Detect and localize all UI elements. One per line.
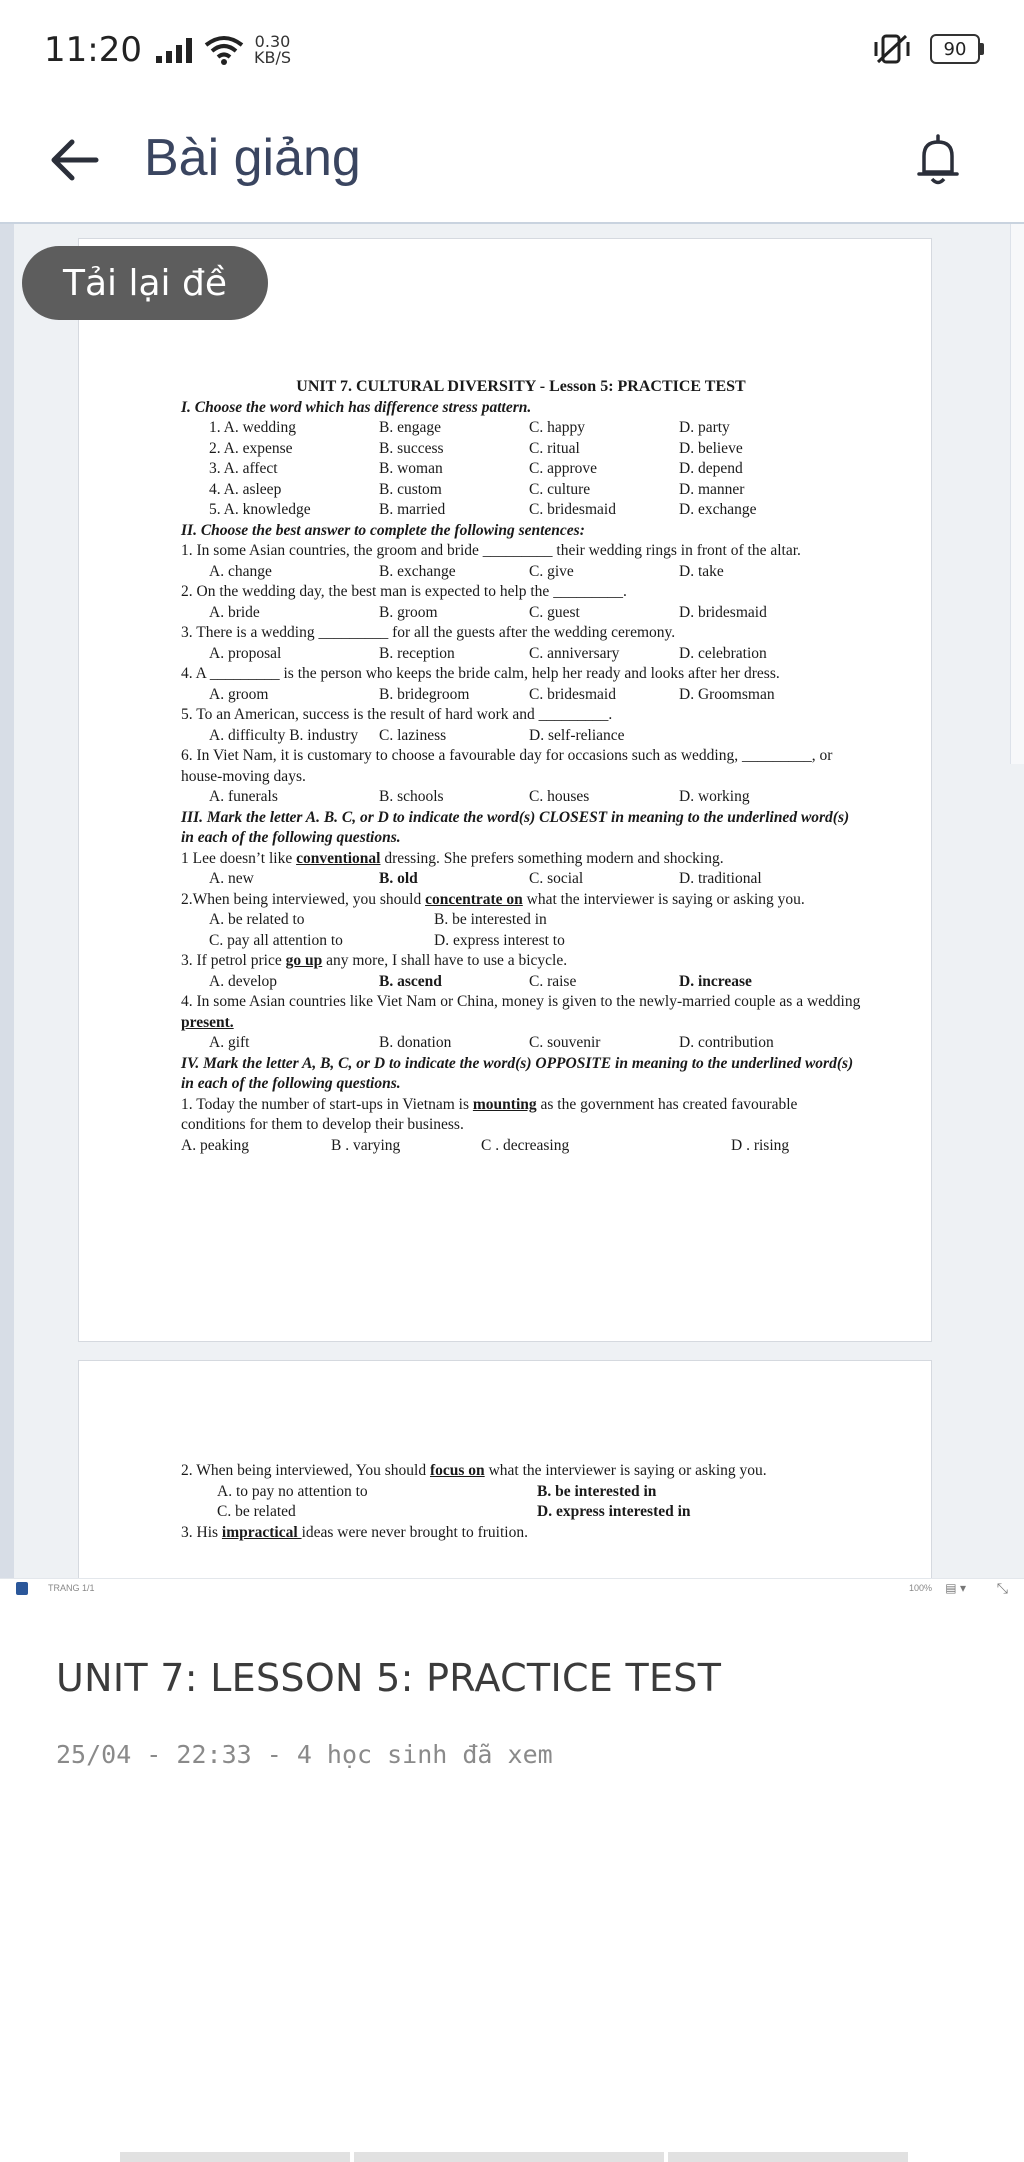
document-viewer[interactable] bbox=[0, 222, 1024, 1578]
section2-question: 4. A _________ is the person who keeps the bride calm, help her ready and looks after her dress. bbox=[181, 665, 780, 682]
option: D. self-reliance bbox=[529, 726, 625, 744]
option: A. groom bbox=[209, 685, 269, 703]
wifi-icon bbox=[204, 35, 244, 65]
viewer-left-bar bbox=[0, 224, 14, 1578]
option: D. believe bbox=[679, 439, 743, 457]
section2-options bbox=[181, 685, 861, 706]
option: D. party bbox=[679, 419, 730, 436]
net-speed-unit: KB/S bbox=[253, 48, 291, 67]
status-bar bbox=[0, 0, 1024, 100]
section2-question: 6. In Viet Nam, it is customary to choose a favourable day for occasions such as wedding, _________, or house-moving days. bbox=[181, 747, 833, 785]
s3-question-4: 4. In some Asian countries like Viet Nam or China, money is given to the newly-married couple as a wedding present. bbox=[181, 993, 861, 1031]
expand-icon[interactable]: ⤡ bbox=[996, 1580, 1008, 1596]
section1-row bbox=[181, 500, 861, 521]
option: C. happy bbox=[529, 419, 585, 436]
document-page-1 bbox=[78, 238, 932, 1342]
section2-questions bbox=[181, 541, 861, 808]
section4-heading: IV. Mark the letter A, B, C, or D to indicate the word(s) OPPOSITE in meaning to the underlined word(s) in each of the following questions. bbox=[181, 1054, 854, 1092]
section2-question: 5. To an American, success is the result of hard work and _________. bbox=[181, 706, 613, 723]
document-page-2 bbox=[78, 1360, 932, 1578]
option: C. give bbox=[529, 562, 574, 580]
option: D. depend bbox=[679, 460, 743, 477]
viewer-toolbar bbox=[0, 1578, 1024, 1598]
option: B. engage bbox=[379, 419, 441, 436]
option: A. bride bbox=[209, 603, 260, 621]
option: B. success bbox=[379, 439, 444, 457]
net-speed-value: 0.30 bbox=[254, 32, 291, 51]
option: B. exchange bbox=[379, 562, 456, 580]
s3-q3-options: A. develop B. ascend C. raise D. increase bbox=[209, 972, 752, 990]
option: A. proposal bbox=[209, 644, 282, 662]
option: D. manner bbox=[679, 480, 745, 498]
section1-row bbox=[181, 480, 861, 501]
battery-level: 90 bbox=[930, 34, 980, 64]
page-indicator: TRANG 1/1 bbox=[48, 1583, 95, 1593]
word-doc-icon bbox=[16, 1582, 28, 1595]
option: D. take bbox=[679, 562, 724, 580]
view-mode-icon[interactable]: ▤ ▾ bbox=[945, 1581, 966, 1595]
option: D. bridesmaid bbox=[679, 603, 767, 621]
p2-q2-options: A. to pay no attention to B. be interested in C. be related D. express interested in bbox=[217, 1482, 691, 1520]
option: C. culture bbox=[529, 480, 591, 498]
option: 1. A. wedding bbox=[209, 419, 296, 436]
p2-question-2: 2. When being interviewed, You should focus on what the interviewer is saying or asking you. bbox=[181, 1462, 767, 1479]
option: 5. A. knowledge bbox=[209, 501, 311, 518]
section2-options bbox=[181, 644, 861, 665]
section3-heading: III. Mark the letter A. B. C, or D to indicate the word(s) CLOSEST in meaning to the underlined word(s) in each of the following questions. bbox=[181, 808, 850, 846]
doc-title: UNIT 7. CULTURAL DIVERSITY - Lesson 5: PRACTICE TEST bbox=[296, 378, 746, 395]
option: D. exchange bbox=[679, 501, 757, 518]
option: C. ritual bbox=[529, 439, 580, 457]
s4-q1-options: A. peaking B . varying C . decreasing D . rising bbox=[181, 1136, 790, 1154]
section2-options bbox=[181, 562, 861, 583]
option: C. bridesmaid bbox=[529, 501, 616, 518]
document-page-2-content bbox=[181, 1461, 861, 1543]
s3-question-2: 2.When being interviewed, you should concentrate on what the interviewer is saying or asking you. bbox=[181, 890, 805, 908]
s4-question-1: 1. Today the number of start-ups in Vietnam is mounting as the government has created favourable conditions for them to develop their business. bbox=[181, 1095, 798, 1133]
section2-heading: II. Choose the best answer to complete the following sentences: bbox=[181, 521, 585, 539]
option: D. celebration bbox=[679, 644, 767, 662]
s3-question-1: 1 Lee doesn’t like conventional dressing. She prefers something modern and shocking. bbox=[181, 849, 724, 867]
option: C. bridesmaid bbox=[529, 685, 616, 703]
status-right bbox=[872, 32, 984, 66]
option: B. custom bbox=[379, 480, 442, 498]
section1-row bbox=[181, 459, 861, 480]
option: B. woman bbox=[379, 460, 443, 477]
option: A. change bbox=[209, 562, 272, 580]
section2-options bbox=[181, 726, 861, 747]
signal-icon bbox=[156, 37, 192, 63]
bell-icon[interactable] bbox=[916, 134, 960, 188]
option: B. schools bbox=[379, 788, 444, 805]
viewer-right-panel-edge bbox=[1010, 224, 1024, 764]
section2-question: 1. In some Asian countries, the groom and bride _________ their wedding rings in front of the altar. bbox=[181, 542, 801, 559]
option: C. laziness bbox=[379, 726, 447, 744]
page-title: Bài giảng bbox=[144, 129, 361, 187]
section1-rows bbox=[181, 418, 861, 521]
option: C. houses bbox=[529, 788, 590, 805]
battery-icon bbox=[930, 34, 984, 64]
option: B. groom bbox=[379, 603, 438, 621]
vibrate-icon bbox=[872, 32, 912, 66]
option bbox=[679, 726, 829, 747]
section2-options bbox=[181, 787, 861, 808]
app-bar bbox=[0, 110, 1024, 210]
bottom-nav-bars bbox=[120, 2152, 910, 2162]
option: B. married bbox=[379, 501, 446, 518]
option: 2. A. expense bbox=[209, 439, 293, 457]
s3-q4-options: A. gift B. donation C. souvenir D. contribution bbox=[209, 1034, 774, 1051]
option: C. guest bbox=[529, 603, 580, 621]
option: D. Groomsman bbox=[679, 685, 775, 703]
option: A. difficulty B. industry bbox=[209, 726, 359, 744]
option: 3. A. affect bbox=[209, 460, 278, 477]
back-arrow-icon[interactable] bbox=[50, 138, 100, 182]
section1-heading: I. Choose the word which has difference stress pattern. bbox=[181, 398, 532, 416]
reload-test-button[interactable]: Tải lại đề bbox=[22, 246, 268, 320]
zoom-level[interactable]: 100% bbox=[908, 1583, 932, 1593]
lesson-title: UNIT 7: LESSON 5: PRACTICE TEST bbox=[56, 1656, 722, 1700]
section2-question: 3. There is a wedding _________ for all the guests after the wedding ceremony. bbox=[181, 624, 676, 641]
s3-q2-options: A. be related to B. be interested in C. pay all attention to D. express interest to bbox=[209, 911, 565, 949]
p2-question-3: 3. His impractical ideas were never brought to fruition. bbox=[181, 1523, 528, 1541]
option: 4. A. asleep bbox=[209, 480, 282, 498]
option: A. funerals bbox=[209, 788, 278, 805]
s3-question-3: 3. If petrol price go up any more, I shall have to use a bicycle. bbox=[181, 952, 568, 969]
option: B. bridegroom bbox=[379, 685, 470, 703]
section1-row bbox=[181, 418, 861, 439]
document-content bbox=[181, 377, 861, 1156]
option: D. working bbox=[679, 788, 750, 805]
section1-row bbox=[181, 439, 861, 460]
s3-q1-options: A. new B. old C. social D. traditional bbox=[209, 870, 762, 887]
net-speed bbox=[254, 34, 291, 66]
section2-options bbox=[181, 603, 861, 624]
option: B. reception bbox=[379, 644, 455, 662]
option: C. approve bbox=[529, 460, 598, 477]
option: C. anniversary bbox=[529, 644, 620, 662]
status-time: 11:20 bbox=[44, 30, 142, 70]
lesson-meta: 25/04 - 22:33 - 4 học sinh đã xem bbox=[56, 1740, 553, 1769]
section2-question: 2. On the wedding day, the best man is expected to help the _________. bbox=[181, 583, 627, 600]
